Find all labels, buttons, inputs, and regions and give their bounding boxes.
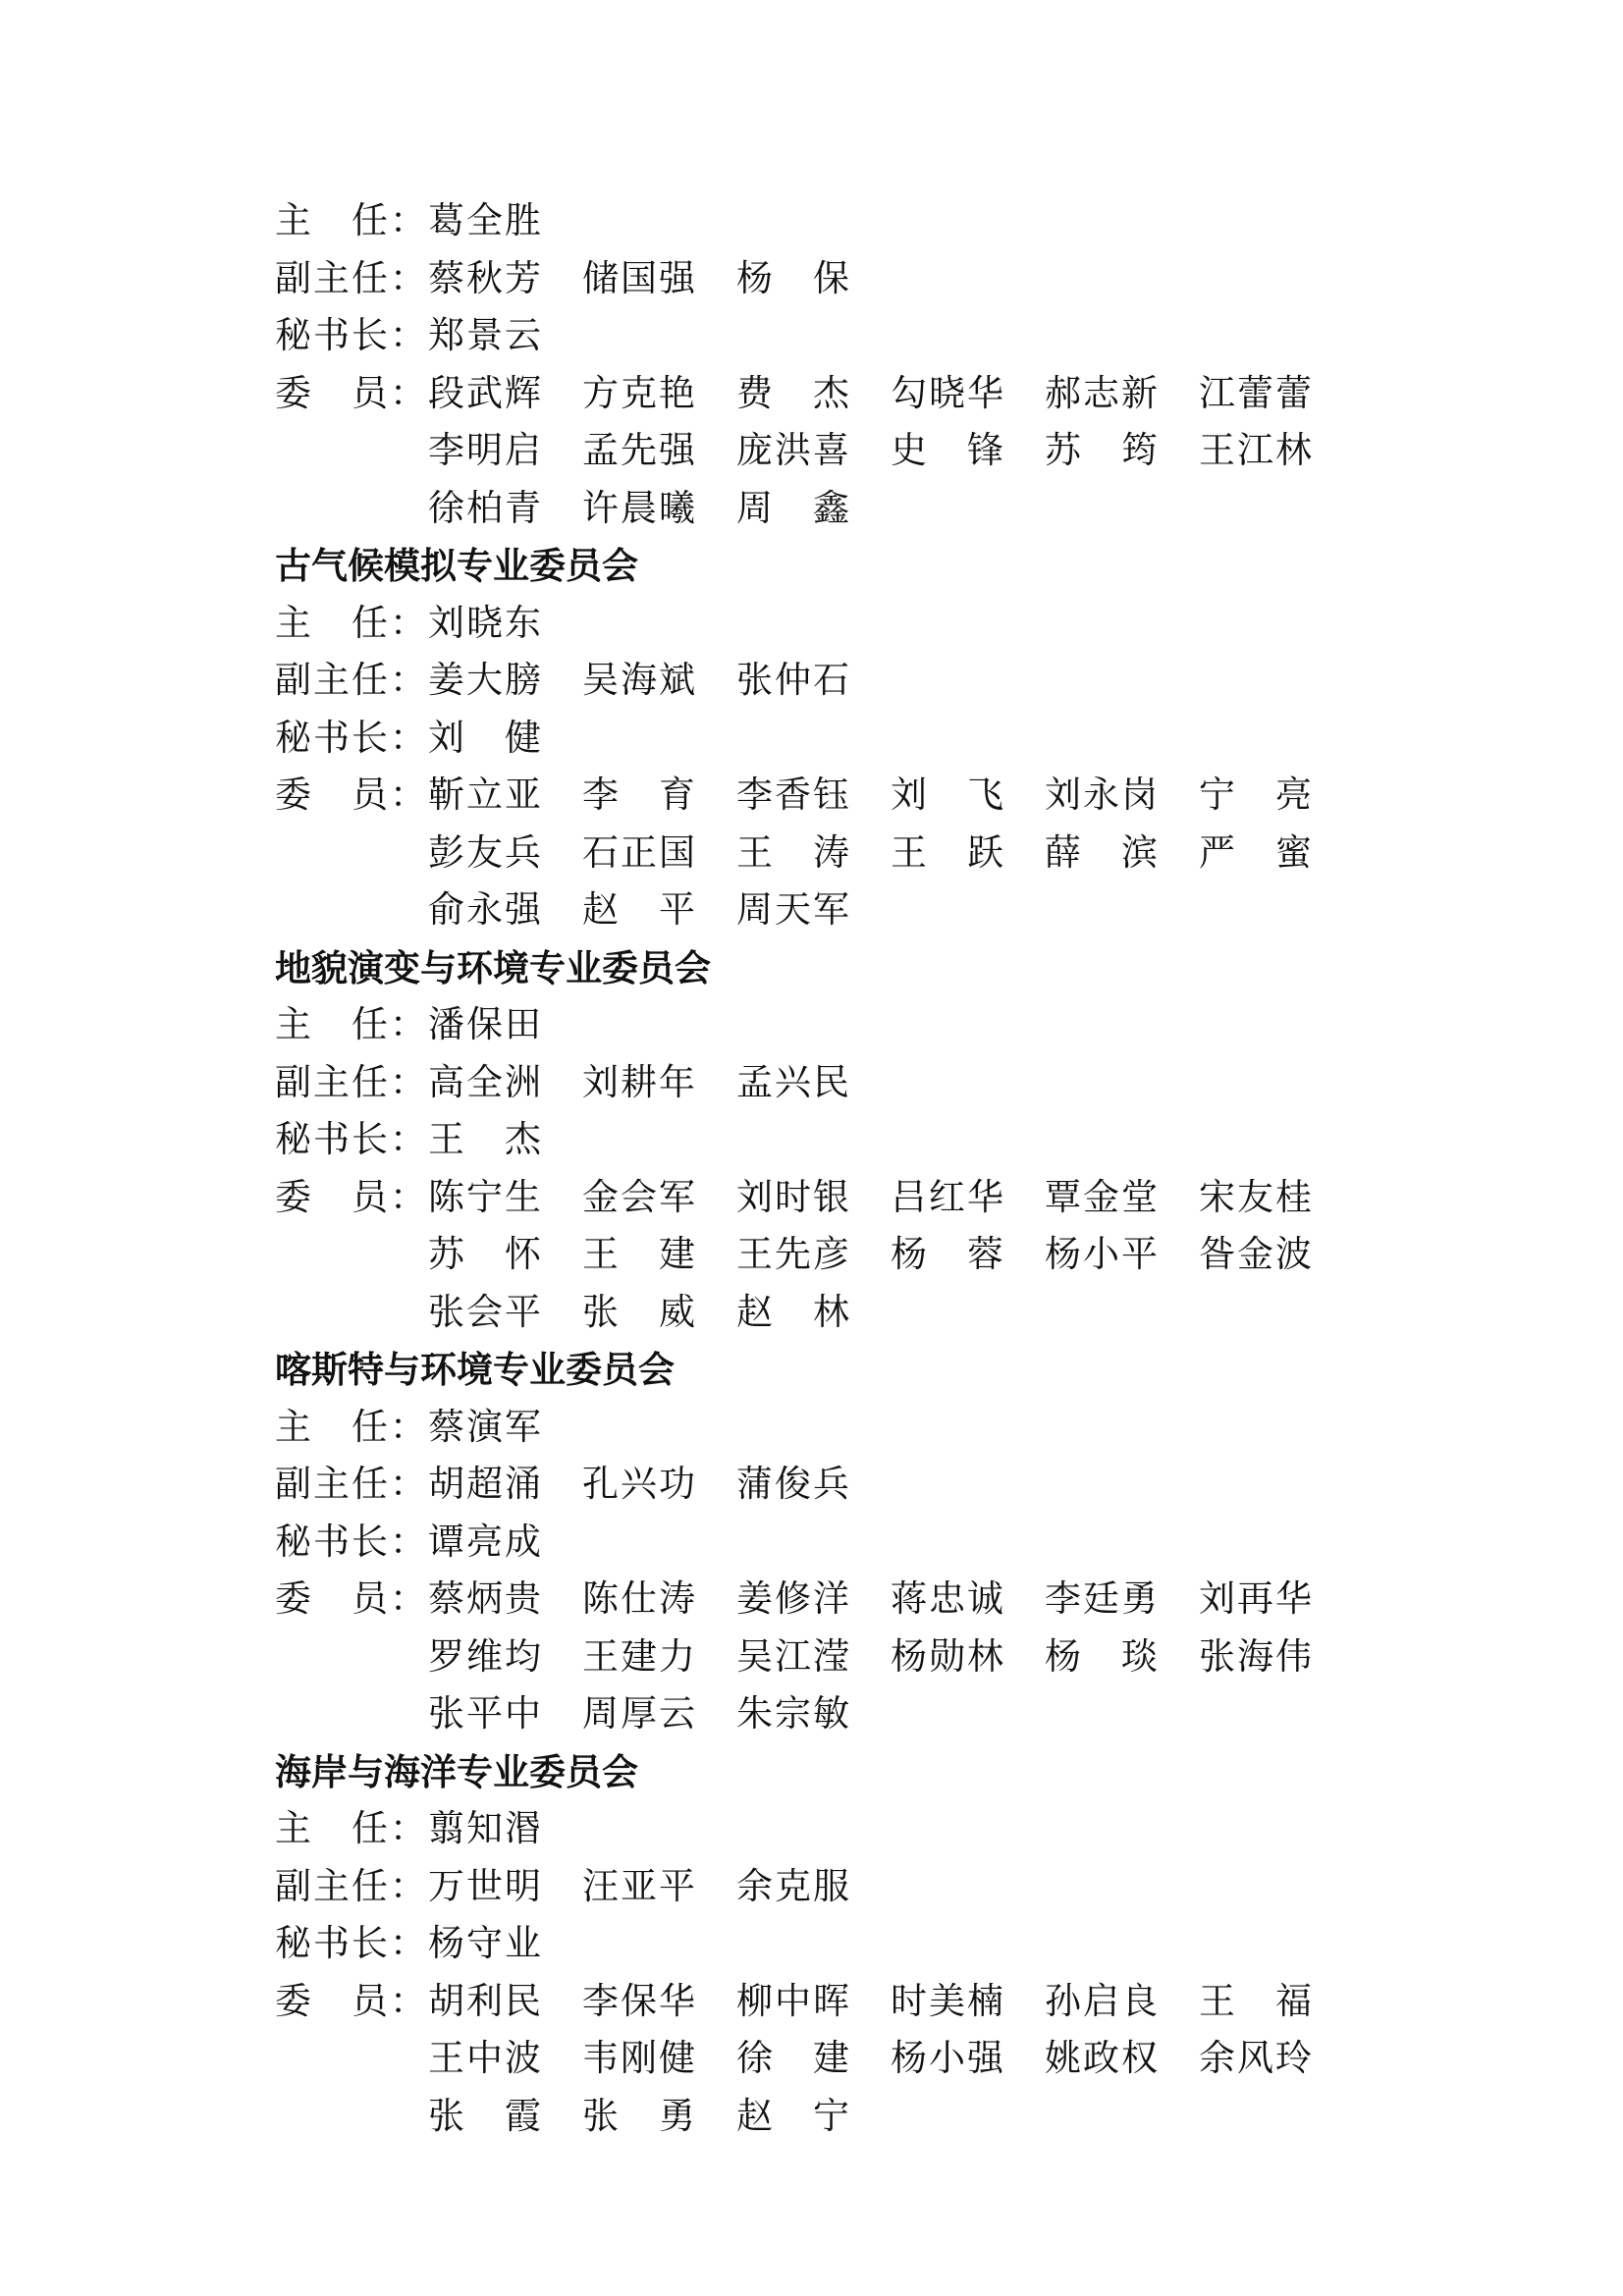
committee-title: 喀斯特与环境专业委员会 bbox=[275, 1348, 675, 1391]
role-row: 副 主 任 ： 姜 大 膀 吴 海 斌 张 仲 石 bbox=[275, 659, 849, 701]
role-row: 秘 书 长 ： 杨 守 业 bbox=[275, 1922, 541, 1964]
role-row: 委 员 ： 陈 宁 生 金 会 军 刘 时 银 吕 红 华 覃 金 堂 宋 友 桂 bbox=[275, 1175, 1312, 1218]
role-row: 主 任 ： 刘 晓 东 bbox=[275, 601, 541, 644]
role-row: 张 霞 张 勇 赵 宁 bbox=[428, 2094, 849, 2137]
role-row: 徐 柏 青 许 晨 曦 周 鑫 bbox=[428, 486, 849, 529]
role-row: 秘 书 长 ： 王 杰 bbox=[275, 1118, 541, 1160]
role-row: 副 主 任 ： 蔡 秋 芳 储 国 强 杨 保 bbox=[275, 256, 849, 299]
role-row: 委 员 ： 胡 利 民 李 保 华 柳 中 晖 时 美 楠 孙 启 良 王 福 bbox=[275, 1979, 1312, 2022]
role-row: 王 中 波 韦 刚 健 徐 建 杨 小 强 姚 政 权 余 风 玲 bbox=[428, 2037, 1312, 2079]
role-row: 秘 书 长 ： 刘 健 bbox=[275, 716, 541, 759]
role-row: 李 明 启 孟 先 强 庞 洪 喜 史 锋 苏 筠 王 江 林 bbox=[428, 429, 1312, 471]
role-row: 秘 书 长 ： 谭 亮 成 bbox=[275, 1520, 541, 1563]
role-row: 委 员 ： 靳 立 亚 李 育 李 香 钰 刘 飞 刘 永 岗 宁 亮 bbox=[275, 774, 1312, 816]
role-row: 苏 怀 王 建 王 先 彦 杨 蓉 杨 小 平 昝 金 波 bbox=[428, 1233, 1312, 1275]
role-row: 主 任 ： 蔡 演 军 bbox=[275, 1405, 541, 1448]
role-row: 张 平 中 周 厚 云 朱 宗 敏 bbox=[428, 1692, 849, 1735]
committee-title: 海岸与海洋专业委员会 bbox=[275, 1749, 638, 1793]
role-row: 委 员 ： 蔡 炳 贵 陈 仕 涛 姜 修 洋 蒋 忠 诚 李 廷 勇 刘 再 华 bbox=[275, 1577, 1312, 1620]
role-row: 副 主 任 ： 高 全 洲 刘 耕 年 孟 兴 民 bbox=[275, 1060, 849, 1103]
role-row: 俞 永 强 赵 平 周 天 军 bbox=[428, 888, 849, 931]
member-list-document bbox=[275, 192, 1355, 2145]
role-row: 彭 友 兵 石 正 国 王 涛 王 跃 薛 滨 严 蜜 bbox=[428, 830, 1312, 874]
role-row: 主 任 ： 葛 全 胜 bbox=[275, 199, 541, 241]
role-row: 主 任 ： 翦 知 湣 bbox=[275, 1807, 541, 1849]
role-row: 主 任 ： 潘 保 田 bbox=[275, 1003, 541, 1045]
role-row: 罗 维 均 王 建 力 吴 江 滢 杨 勋 林 杨 琰 张 海 伟 bbox=[428, 1634, 1312, 1678]
committee-title: 地貌演变与环境专业委员会 bbox=[275, 945, 711, 989]
role-row: 张 会 平 张 威 赵 林 bbox=[428, 1290, 849, 1333]
role-row: 秘 书 长 ： 郑 景 云 bbox=[275, 314, 541, 356]
committee-title: 古气候模拟专业委员会 bbox=[275, 544, 638, 587]
role-row: 副 主 任 ： 万 世 明 汪 亚 平 余 克 服 bbox=[275, 1864, 849, 1907]
role-row: 副 主 任 ： 胡 超 涌 孔 兴 功 蒲 俊 兵 bbox=[275, 1463, 849, 1505]
role-row: 委 员 ： 段 武 辉 方 克 艳 费 杰 勾 晓 华 郝 志 新 江 蕾 蕾 bbox=[275, 371, 1312, 414]
